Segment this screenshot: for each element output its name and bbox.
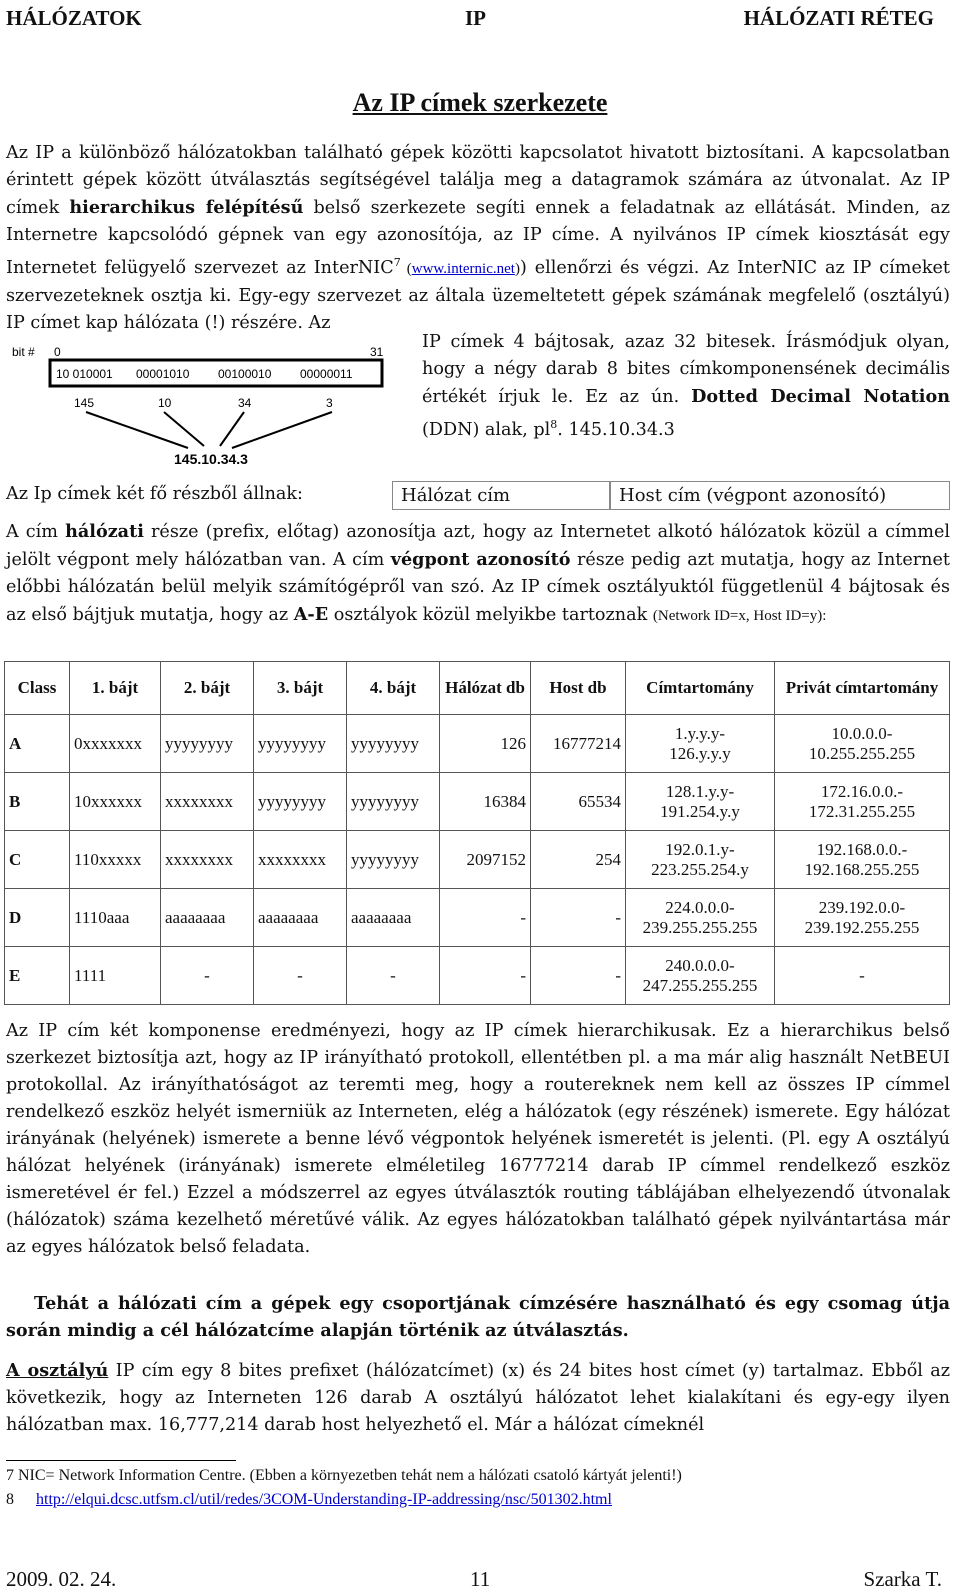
cell-class: D xyxy=(5,889,70,947)
cell-byte4: yyyyyyyy xyxy=(347,831,440,889)
cell-byte2: aaaaaaaa xyxy=(161,889,254,947)
cell-byte4: yyyyyyyy xyxy=(347,773,440,831)
byte-2: 00001010 xyxy=(136,367,190,381)
table-row xyxy=(5,715,950,773)
cell-range: 128.1.y.y- 191.254.y.y xyxy=(626,773,775,831)
hierarchy-paragraph: Az IP cím két komponense eredményezi, hogy az IP címek hierarchikusak. Ez a hierarchikus belső szerkezet biztosítja azt, hogy az IP irányítható protokoll, ellentétben pl. a ma már alig használt NetBEUI protokollal. Az irányíthatóságot az teremti meg, hogy a routereknek nem kell az összes IP címmel rendelkező eszköz helyét ismerniük az Interneten, elég a hálózatok (egy részének) ismerete. Egy hálózat irányának (helyének) ismerete a benne lévő végpontok helyének ismeretét is jelenti. (Pl. egy A osztályú hálózat helyének (irányának) ismerete elméletileg 16777214 darab IP címmel rendelkező eszköz ismeretével ér fel.) Ezzel a módszerrel az egyes útválasztók routing táblájában elhelyezendő útvonalak (hálózatok) száma kezelhető méretűvé válik. Az egyes hálózatokban található gépek nyilvántartása már az egyes hálózatok belső feladata. xyxy=(6,1021,950,1257)
cell-byte2: - xyxy=(161,947,254,1005)
dec-3: 34 xyxy=(238,396,252,410)
cell-range: 224.0.0.0- 239.255.255.255 xyxy=(626,889,775,947)
col-net-count: Hálózat db xyxy=(440,662,531,715)
text: ( xyxy=(400,260,412,277)
class-a-heading: A osztályú xyxy=(6,1360,109,1381)
ddn-paragraph xyxy=(422,329,950,444)
cell-class: C xyxy=(5,831,70,889)
byte-4: 00000011 xyxy=(300,367,353,381)
col-range: Címtartomány xyxy=(626,662,775,715)
cell-byte3: xxxxxxxx xyxy=(254,831,347,889)
summary-paragraph: Tehát a hálózati cím a gépek egy csoportjának címzésére használható és egy csomag útja során mindig a cél hálózatcíme alapján történik az útválasztás. xyxy=(6,1293,950,1341)
bit-label: bit # xyxy=(12,345,35,359)
table-row xyxy=(5,773,950,831)
parts-label: Az Ip címek két fő részből állnak: xyxy=(6,484,303,504)
cell-host-count: 65534 xyxy=(531,773,626,831)
cell-class: B xyxy=(5,773,70,831)
cell-byte1: 10xxxxxx xyxy=(70,773,161,831)
cell-private-range: 239.192.0.0- 239.192.255.255 xyxy=(775,889,950,947)
cell-net-count: - xyxy=(440,889,531,947)
cell-byte3: yyyyyyyy xyxy=(254,715,347,773)
table-row xyxy=(5,889,950,947)
text: (DDN) alak, pl xyxy=(422,419,551,440)
page-title: Az IP címek szerkezete xyxy=(352,88,608,117)
cell-byte1: 0xxxxxxx xyxy=(70,715,161,773)
ip-bits-figure xyxy=(8,340,403,472)
ip-class-table xyxy=(4,661,950,1005)
cell-byte4: yyyyyyyy xyxy=(347,715,440,773)
cell-host-count: - xyxy=(531,889,626,947)
header-left: HÁLÓZATOK xyxy=(6,6,142,30)
cell-net-count: 126 xyxy=(440,715,531,773)
cell-byte3: yyyyyyyy xyxy=(254,773,347,831)
cell-range: 240.0.0.0- 247.255.255.255 xyxy=(626,947,775,1005)
cell-byte3: - xyxy=(254,947,347,1005)
table-row xyxy=(5,831,950,889)
dec-4: 3 xyxy=(326,396,333,410)
header-right: HÁLÓZATI RÉTEG xyxy=(743,6,934,30)
col-class: Class xyxy=(5,662,70,715)
text: IP címek 4 bájtosak, azaz 32 bitesek. Írásmódjuk olyan, hogy a négy darab 8 bites címkomponensének decimális értékét írjuk le. Ez az ún. xyxy=(422,332,950,407)
byte-3: 00100010 xyxy=(218,367,272,381)
cell-byte4: - xyxy=(347,947,440,1005)
text: ) ellenőrzi és végzi. Az InterNIC az IP címeket szervezeteknek osztja ki. Egy-egy szervezet az általa üzemeltetett gépek számának megfelelő (osztályú) IP címet kap hálózata (!) részére. Az xyxy=(6,257,950,333)
cell-byte2: xxxxxxxx xyxy=(161,773,254,831)
header-center: IP xyxy=(465,6,486,30)
footnote-8-link[interactable]: http://elqui.dcsc.utfsm.cl/util/redes/3COM-Understanding-IP-addressing/nsc/501302.html xyxy=(36,1491,612,1508)
ddn-diagram xyxy=(8,340,403,472)
dec-1: 145 xyxy=(74,396,95,410)
text: Az IP a különböző hálózatokban található gépek közötti kapcsolatot hivatott biztosítani. A kapcsolatban érintett gépek között útválasztás segítségével találja meg a datagramok számára az útvonalat. Az IP címek xyxy=(6,143,950,218)
footnote-number: 8 xyxy=(6,1491,14,1508)
footnote-7: 7 NIC= Network Information Centre. (Ebben a környezetben tehát nem a hálózati csatoló kártyát jelenti!) xyxy=(6,1467,682,1484)
intro-paragraph: Az IP a különböző hálózatokban található gépek közötti kapcsolatot hivatott biztosítani. A kapcsolatban érintett gépek között útválasztás segítségével találja meg a datagramok számára az útvonalat. Az IP címek hierarchikus felépítésű belső szerkezete segíti ennek a feladatnak az ellátását. Minden, az Internetre kapcsolódó gépnek van egy azonosítója, az IP címe. A nyilvános IP címek kiosztását egy Internetet felügyelő szervezet az InterNIC$^7$ (www.internic.net)) ellenőrzi és végzi. Az InterNIC az IP címeket szervezeteknek osztja ki. Egy-egy szervezet az általa üzemeltetett gépek számának megfelelő (osztályú) IP címet kap hálózata (!) részére. Az xyxy=(6,143,950,333)
cell-private-range: 172.16.0.0.- 172.31.255.255 xyxy=(775,773,950,831)
col-private-range: Privát címtartomány xyxy=(775,662,950,715)
col-byte3: 3. bájt xyxy=(254,662,347,715)
text: belső szerkezete segíti ennek a feladatnak az ellátását. Minden, az Internetre kapcsolódó gépnek van egy azonosítója, az IP címe. A nyilvános IP címek kiosztását egy Internetet felügyelő szervezet az InterNIC xyxy=(6,198,950,278)
bit-start: 0 xyxy=(54,345,61,359)
cell-net-count: 2097152 xyxy=(440,831,531,889)
address-parts-paragraph: A cím hálózati része (prefix, előtag) azonosítja azt, hogy az Internetet alkotó hálózatok közül a címmel jelölt végpont mely hálózatban van. A cím végpont azonosító része pedig azt mutatja, hogy az Internet előbbi hálózatán belül melyik számítógépről van szó. Az IP címek osztályuktól függetlenül 4 bájtosak és az első bájtjuk mutatja, hogy az A-E osztályok közül melyikbe tartoznak (Network ID=x, Host ID=y): xyxy=(6,521,950,625)
footnote-ref[interactable]: 8 xyxy=(550,418,558,431)
ddn-value: 145.10.34.3 xyxy=(174,451,248,467)
footer-date: 2009. 02. 24. xyxy=(6,1567,117,1591)
cell-private-range: - xyxy=(775,947,950,1005)
footnote-ref[interactable]: 7 xyxy=(393,256,401,269)
cell-range: 1.y.y.y- 126.y.y.y xyxy=(626,715,775,773)
col-byte2: 2. bájt xyxy=(161,662,254,715)
cell-byte4: aaaaaaaa xyxy=(347,889,440,947)
footnote-separator xyxy=(6,1460,236,1461)
col-byte4: 4. bájt xyxy=(347,662,440,715)
cell-private-range: 192.168.0.0.- 192.168.255.255 xyxy=(775,831,950,889)
table-header-row xyxy=(5,662,950,715)
cell-byte1: 110xxxxx xyxy=(70,831,161,889)
cell-class: A xyxy=(5,715,70,773)
cell-net-count: - xyxy=(440,947,531,1005)
text: . 145.10.34.3 xyxy=(557,419,675,440)
table-row xyxy=(5,947,950,1005)
class-a-paragraph xyxy=(6,1357,950,1439)
cell-private-range: 10.0.0.0- 10.255.255.255 xyxy=(775,715,950,773)
col-host-count: Host db xyxy=(531,662,626,715)
footer-author: Szarka T. xyxy=(863,1567,942,1591)
emphasis: Dotted Decimal Notation xyxy=(691,386,951,407)
cell-byte2: yyyyyyyy xyxy=(161,715,254,773)
cell-byte1: 1111 xyxy=(70,947,161,1005)
cell-host-count: 254 xyxy=(531,831,626,889)
byte-1: 10 010001 xyxy=(56,367,113,381)
internic-link[interactable]: www.internic.net xyxy=(411,260,515,277)
dec-2: 10 xyxy=(158,396,172,410)
cell-host-count: 16777214 xyxy=(531,715,626,773)
host-part-box: Host cím (végpont azonosító) xyxy=(610,481,950,510)
bit-end: 31 xyxy=(370,345,384,359)
footnote-8 xyxy=(6,1491,612,1509)
cell-byte3: aaaaaaaa xyxy=(254,889,347,947)
cell-class: E xyxy=(5,947,70,1005)
text: IP cím egy 8 bites prefixet (hálózatcímet) (x) és 24 bites host címet (y) tartalmaz. Ebből az következik, hogy az Interneten 126 darab A osztályú hálózatot lehet kialakítani és egy-egy ilyen hálózatban max. 16,777,214 darab host helyezhető el. Már a hálózat címeknél xyxy=(6,1361,950,1435)
footer-page-number: 11 xyxy=(470,1567,491,1591)
col-byte1: 1. bájt xyxy=(70,662,161,715)
cell-byte1: 1110aaa xyxy=(70,889,161,947)
cell-byte2: xxxxxxxx xyxy=(161,831,254,889)
cell-net-count: 16384 xyxy=(440,773,531,831)
emphasis: hierarchikus felépítésű xyxy=(69,197,304,218)
cell-host-count: - xyxy=(531,947,626,1005)
cell-range: 192.0.1.y- 223.255.254.y xyxy=(626,831,775,889)
network-part-box: Hálózat cím xyxy=(392,481,610,510)
